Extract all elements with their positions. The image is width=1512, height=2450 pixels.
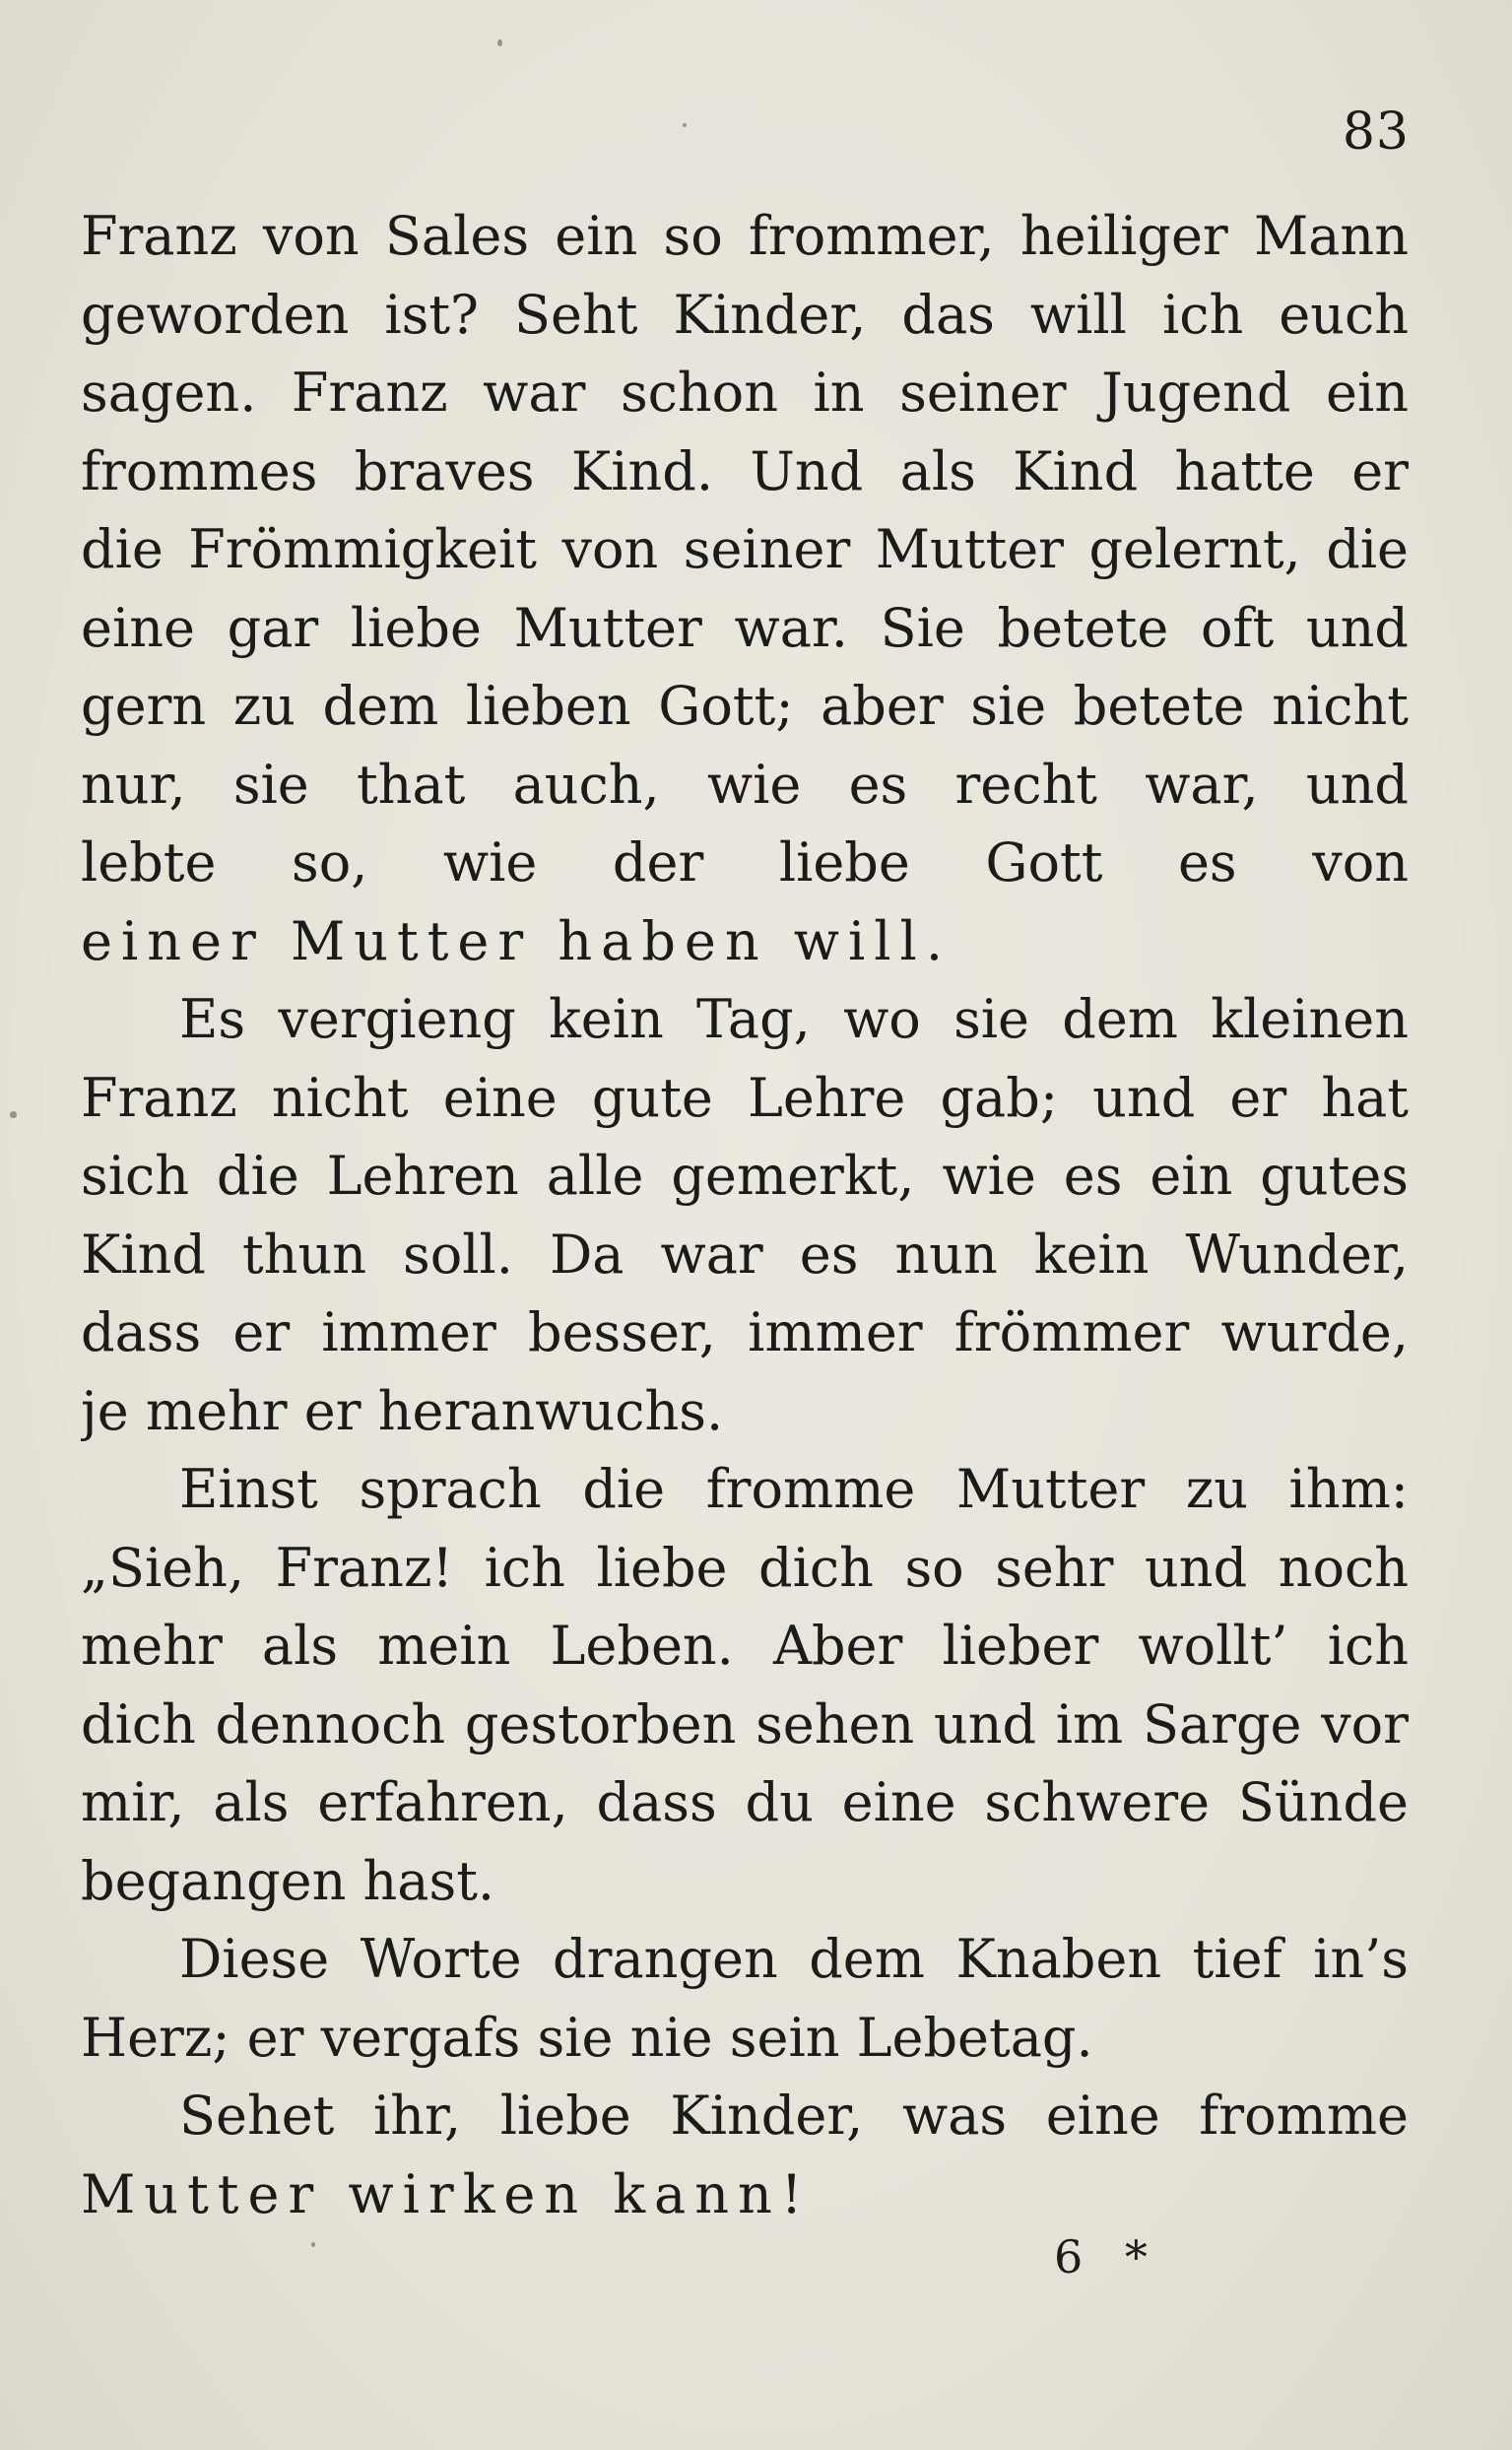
text-line: geworden ist? Seht Kinder, das will ich euch	[81, 283, 1409, 346]
paragraph-end-line: Mutter wirken kann!	[81, 2162, 812, 2225]
text-line: gern zu dem lieben Gott; aber sie betete nicht	[81, 675, 1409, 737]
paper-speck	[683, 123, 687, 127]
paragraph-start-line: Diese Worte drangen dem Knaben tief in’s	[179, 1928, 1409, 1990]
paragraph-end-line: je mehr er heranwuchs.	[81, 1379, 724, 1442]
paragraph-end-line: einer Mutter haben will.	[81, 909, 952, 972]
body-text	[81, 197, 1409, 2233]
text-line: dich dennoch gestorben sehen und im Sarge vor	[81, 1692, 1409, 1755]
text-line: Kind thun soll. Da war es nun kein Wunder,	[81, 1223, 1409, 1286]
paragraph-end-line: Herz; er vergafs sie nie sein Lebetag.	[81, 2006, 1093, 2069]
paragraph-start-line: Es vergieng kein Tag, wo sie dem kleinen	[179, 988, 1409, 1050]
text-line: sich die Lehren alle gemerkt, wie es ein gutes	[81, 1145, 1409, 1207]
text-line: sagen. Franz war schon in seiner Jugend ein	[81, 362, 1409, 424]
text-line: eine gar liebe Mutter war. Sie betete oft und	[81, 596, 1409, 659]
text-line: lebte so, wie der liebe Gott es von	[81, 831, 1409, 894]
paper-speck	[311, 2242, 315, 2247]
text-line: nur, sie that auch, wie es recht war, und	[81, 753, 1409, 816]
signature-mark: 6 *	[1054, 2230, 1161, 2284]
text-line: mir, als erfahren, dass du eine schwere Sünde	[81, 1771, 1409, 1833]
paragraph-end-line: begangen hast.	[81, 1849, 495, 1912]
text-line: mehr als mein Leben. Aber lieber wollt’ ich	[81, 1615, 1409, 1677]
text-line: frommes braves Kind. Und als Kind hatte er	[81, 439, 1409, 502]
paper-speck	[10, 1111, 17, 1118]
text-line: dass er immer besser, immer frömmer wurde,	[81, 1301, 1409, 1363]
text-line: Franz von Sales ein so frommer, heiliger Mann	[81, 205, 1409, 267]
text-line: „Sieh, Franz! ich liebe dich so sehr und noch	[81, 1536, 1409, 1599]
page-number: 83	[1342, 102, 1410, 162]
paragraph-start-line: Sehet ihr, liebe Kinder, was eine fromme	[179, 2085, 1409, 2147]
text-line: die Frömmigkeit von seiner Mutter gelernt, die	[81, 518, 1409, 580]
text-line: Franz nicht eine gute Lehre gab; und er hat	[81, 1066, 1409, 1129]
paper-speck	[497, 39, 502, 46]
paragraph-start-line: Einst sprach die fromme Mutter zu ihm:	[179, 1458, 1409, 1520]
